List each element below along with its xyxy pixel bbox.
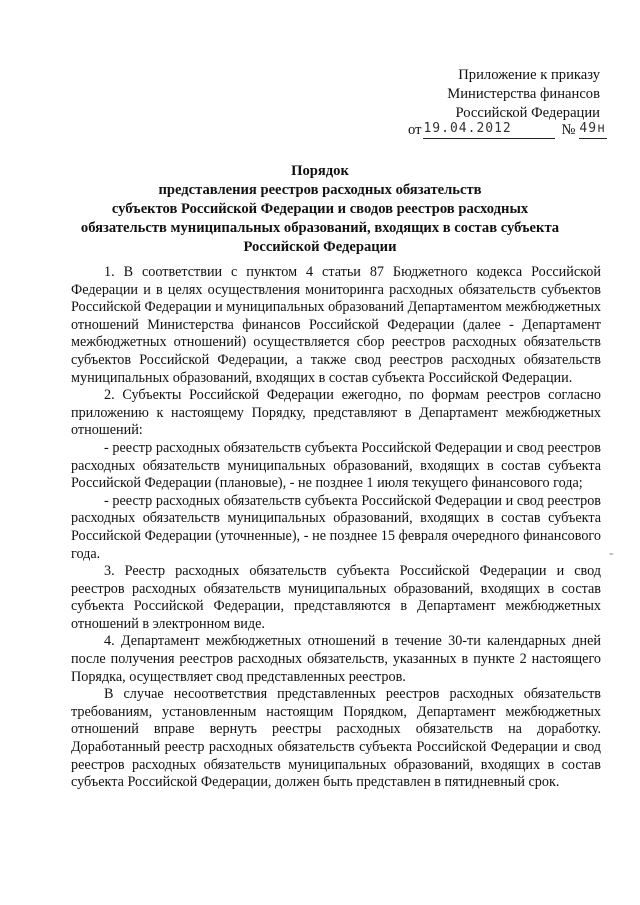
title-line-4: обязательств муниципальных образований, входящих в состав субъекта <box>80 220 560 236</box>
order-date-line <box>408 121 607 141</box>
margin-mark: - <box>609 546 614 561</box>
header-line-2: Министерства финансов <box>447 86 600 102</box>
title-line-1: Порядок <box>291 163 349 179</box>
paragraph-2: 2. Субъекты Российской Федерации ежегодно, по формам реестров согласно приложению к настоящему Порядку, представляют в Департамент межбюджетных отношений: <box>71 387 601 439</box>
number-prefix: № <box>561 122 576 138</box>
paragraph-3: 3. Реестр расходных обязательств субъекта Российской Федерации и свод реестров расходных обязательств муниципальных образований, входящих в состав субъекта Российской Федерации, представляются в Департамент межбюджетных отношений в электронном виде. <box>71 563 601 632</box>
header-line-3: Российской Федерации <box>455 105 600 121</box>
title-line-3: субъектов Российской Федерации и сводов реестров расходных <box>111 201 529 217</box>
header-line-1: Приложение к приказу <box>458 67 600 83</box>
date-prefix: от <box>408 122 422 138</box>
order-date: 19.04.2012 <box>423 121 512 136</box>
document-title <box>70 162 570 257</box>
date-underline <box>423 119 555 139</box>
approval-header <box>447 66 600 123</box>
paragraph-4: 4. Департамент межбюджетных отношений в течение 30-ти календарных дней после получения реестров расходных обязательств, указанных в пункте 2 настоящего Порядка, осуществляет свод представленных реестров. <box>71 633 601 685</box>
order-number: 49н <box>579 121 606 136</box>
document-body <box>71 264 601 792</box>
paragraph-2-item-1: - реестр расходных обязательств субъекта Российской Федерации и свод реестров расходных обязательств муниципальных образований, входящих в состав субъекта Российской Федерации (плановые), - не позднее 1 июля текущего финансового года; <box>71 439 601 492</box>
paragraph-4-continuation: В случае несоответствия представленных реестров расходных обязательств требованиям, установленным настоящим Порядком, Департамент межбюджетных отношений вправе вернуть реестры расходных обязательств на доработку. Доработанный реестр расходных обязательств субъекта Российской Федерации и свод реестров расходных обязательств муниципальных образований, входящих в состав субъекта Российской Федерации, должен быть представлен в пятидневный срок. <box>71 686 601 791</box>
number-underline <box>579 119 607 139</box>
paragraph-2-item-2: - реестр расходных обязательств субъекта Российской Федерации и свод реестров расходных обязательств муниципальных образований, входящих в состав субъекта Российской Федерации (уточненные), - не позднее 15 февраля очередного финансового года. <box>71 492 601 562</box>
paragraph-1: 1. В соответствии с пунктом 4 статьи 87 Бюджетного кодекса Российской Федерации и в целях осуществления мониторинга расходных обязательств субъектов Российской Федерации и муниципальных образований Департаментом межбюджетных отношений Министерства финансов Российской Федерации (далее - Департамент межбюджетных отношений) осуществляется сбор реестров расходных обязательств субъектов Российской Федерации, а также свод реестров расходных обязательств муниципальных образований, входящих в состав субъекта Российской Федерации. <box>71 264 601 386</box>
title-line-5: Российской Федерации <box>243 239 397 255</box>
title-line-2: представления реестров расходных обязательств <box>158 182 482 198</box>
